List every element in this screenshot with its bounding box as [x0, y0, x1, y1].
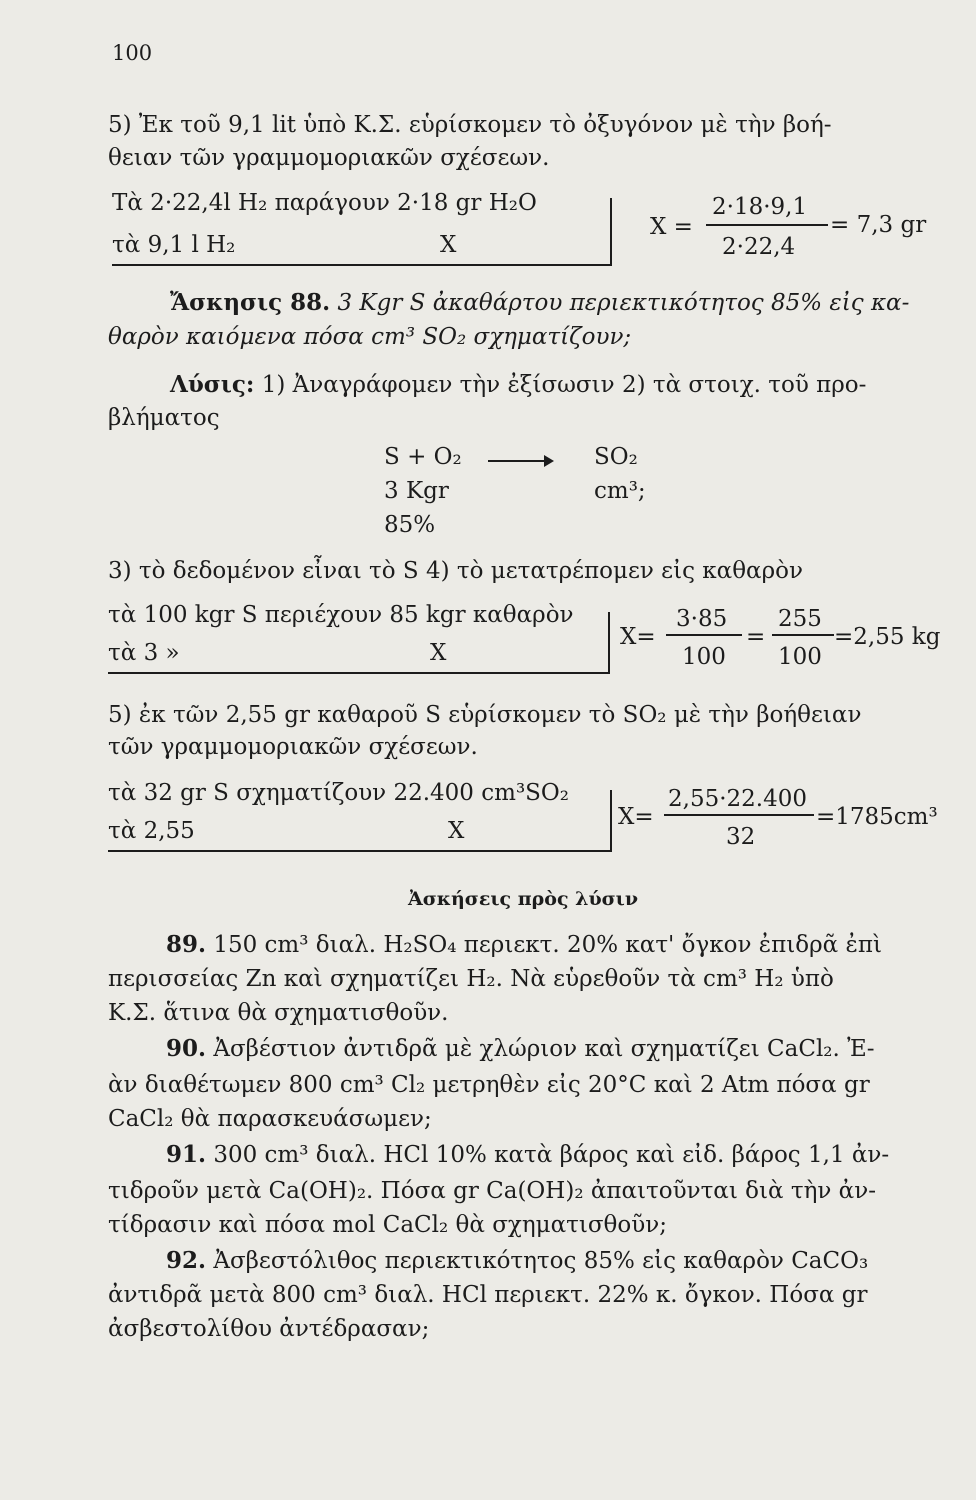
ex89-text1: 150 cm³ διαλ. H₂SO₄ περιεκτ. 20% κατ' ὄγκον ἐπιδρᾶ ἐπὶ: [213, 932, 882, 958]
ex92-line1: [166, 1246, 868, 1276]
equation-row3: 85%: [384, 512, 436, 538]
ex90-line1: [166, 1034, 875, 1064]
equation-right: SO₂: [594, 444, 638, 470]
ex92-number: 92.: [166, 1247, 207, 1274]
ex92-line2: ἀντιδρᾶ μετὰ 800 cm³ διαλ. HCl περιεκτ. 22% κ. ὄγκον. Πόσα gr: [108, 1282, 868, 1308]
purity-x-equals: X=: [620, 624, 656, 650]
purity-num2: 255: [778, 606, 822, 632]
proportion-row2-left: τὰ 9,1 l H₂: [112, 232, 236, 258]
section-title: Ἀσκήσεις πρὸς λύσιν: [408, 888, 639, 910]
purity-den1: 100: [682, 644, 726, 670]
solution-line1: [170, 370, 866, 400]
proportion-underline: [112, 264, 612, 266]
purity-row1: τὰ 100 kgr S περιέχουν 85 kgr καθαρὸν: [108, 602, 574, 628]
step5a-line2: θειαν τῶν γραμμομοριακῶν σχέσεων.: [108, 145, 550, 171]
purity-row2-left: τὰ 3 »: [108, 640, 180, 666]
so2-row1: τὰ 32 gr S σχηματίζουν 22.400 cm³SO₂: [108, 780, 569, 806]
reaction-arrow: [488, 460, 550, 462]
page-number: 100: [112, 41, 153, 65]
purity-underline: [108, 672, 610, 674]
ex91-line3: τίδρασιν καὶ πόσα mol CaCl₂ θὰ σχηματισθοῦν;: [108, 1212, 667, 1238]
so2-denominator: 32: [726, 824, 756, 850]
proportion-row1: Τὰ 2·22,4l H₂ παράγουν 2·18 gr H₂O: [112, 190, 537, 216]
ex92-line3: ἀσβεστολίθου ἀντέδρασαν;: [108, 1316, 430, 1342]
so2-x-equals: X=: [618, 804, 654, 830]
equation-row2-left: 3 Kgr: [384, 478, 449, 504]
ex89-line2: περισσείας Zn καὶ σχηματίζει H₂. Νὰ εὑρεθοῦν τὰ cm³ H₂ ὑπὸ: [108, 966, 834, 992]
ex90-line2: ὰν διαθέτωμεν 800 cm³ Cl₂ μετρηθὲν εἰς 20°C καὶ 2 Atm πόσα gr: [108, 1072, 870, 1098]
equation-left: S + O₂: [384, 444, 462, 470]
ex91-line1: [166, 1140, 889, 1170]
step5b-line2: τῶν γραμμομοριακῶν σχέσεων.: [108, 734, 478, 760]
so2-underline: [108, 850, 612, 852]
purity-divider: [608, 612, 610, 674]
x-equals: X =: [650, 214, 693, 240]
so2-fraction-bar: [664, 814, 814, 816]
exercise-88-line2: θαρὸν καιόμενα πόσα cm³ SO₂ σχηματίζουν;: [108, 324, 632, 350]
ex89-line3: Κ.Σ. ἅτινα θὰ σχηματισθοῦν.: [108, 1000, 449, 1026]
ex91-text1: 300 cm³ διαλ. HCl 10% κατὰ βάρος καὶ εἰδ. βάρος 1,1 ἀν-: [213, 1142, 890, 1168]
solution-label: Λύσις:: [170, 371, 255, 398]
ex89-line1: [166, 930, 882, 960]
exercise-88-line1: [170, 288, 909, 318]
exercise-88-text1: 3 Kgr S ἀκαθάρτου περιεκτικότητος 85% εἰς κα-: [337, 290, 910, 316]
ex90-number: 90.: [166, 1035, 207, 1062]
ex91-line2: τιδροῦν μετὰ Ca(OH)₂. Πόσα gr Ca(OH)₂ ἀπαιτοῦνται διὰ τὴν ἀν-: [108, 1178, 876, 1204]
purity-den2: 100: [778, 644, 822, 670]
proportion-divider: [610, 198, 612, 266]
step3-line: 3) τὸ δεδομένον εἶναι τὸ S 4) τὸ μετατρέπομεν εἰς καθαρὸν: [108, 558, 803, 584]
exercise-88-label: Ἄσκησις 88.: [170, 289, 331, 316]
step5b-line1: 5) ἐκ τῶν 2,55 gr καθαροῦ S εὑρίσκομεν τὸ SO₂ μὲ τὴν βοήθειαν: [108, 702, 862, 728]
purity-bar1: [666, 634, 742, 636]
ex90-line3: CaCl₂ θὰ παρασκευάσωμεν;: [108, 1106, 432, 1132]
purity-num1: 3·85: [676, 606, 728, 632]
ex91-number: 91.: [166, 1141, 207, 1168]
solution-text1: 1) Ἀναγράφομεν τὴν ἐξίσωσιν 2) τὰ στοιχ. τοῦ προ-: [261, 372, 867, 398]
so2-divider: [610, 790, 612, 852]
proportion-row2-x: X: [440, 232, 457, 258]
purity-result: =2,55 kg: [834, 624, 941, 650]
fraction-denominator: 2·22,4: [722, 234, 796, 260]
step5a-line1: 5) Ἐκ τοῦ 9,1 lit ὑπὸ Κ.Σ. εὑρίσκομεν τὸ ὀξυγόνον μὲ τὴν βοή-: [108, 112, 832, 138]
so2-numerator: 2,55·22.400: [668, 786, 807, 812]
so2-row2-x: X: [448, 818, 465, 844]
purity-equals: =: [746, 624, 766, 650]
fraction-numerator: 2·18·9,1: [712, 194, 808, 220]
so2-result: =1785cm³: [816, 804, 938, 830]
equation-row2-right: cm³;: [594, 478, 646, 504]
purity-bar2: [772, 634, 834, 636]
so2-row2-left: τὰ 2,55: [108, 818, 195, 844]
solution-line2: βλήματος: [108, 405, 220, 431]
ex89-number: 89.: [166, 931, 207, 958]
ex92-text1: Ἀσβεστόλιθος περιεκτικότητος 85% εἰς καθαρὸν CaCO₃: [213, 1248, 869, 1274]
result-value: = 7,3 gr: [830, 212, 927, 238]
ex90-text1: Ἀσβέστιον ἀντιδρᾶ μὲ χλώριον καὶ σχηματίζει CaCl₂. Ἐ-: [213, 1036, 875, 1062]
purity-row2-x: X: [430, 640, 447, 666]
fraction-bar: [706, 224, 828, 226]
